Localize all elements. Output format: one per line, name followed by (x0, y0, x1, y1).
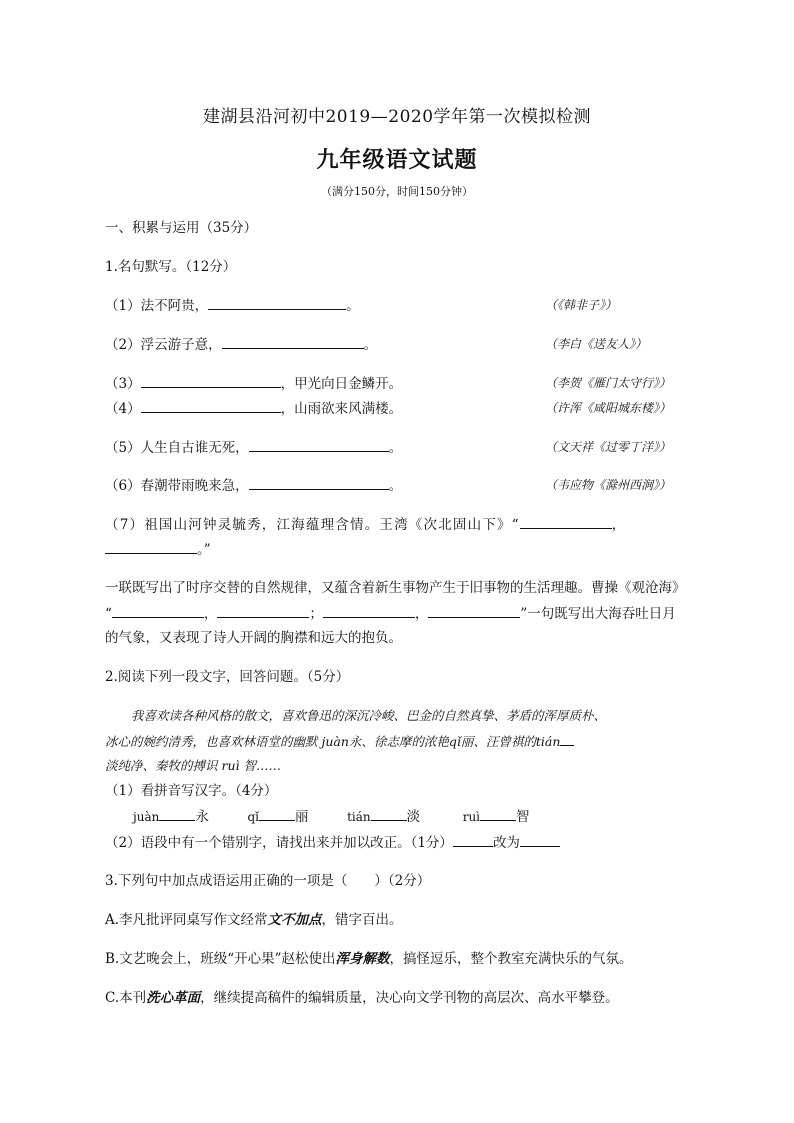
answer-blank[interactable] (249, 438, 389, 452)
answer-blank[interactable] (222, 335, 364, 349)
emphasized-idiom: 浑身解数 (335, 951, 390, 967)
q2-passage-line2: 冰心的婉约清秀，也喜欢林语堂的幽默 juàn永、徐志摩的浓艳qǐ丽、汪曾祺的tián (105, 732, 690, 751)
q3-option-c: C.本刊洗心革面，继续提高稿件的编辑质量，决心向文学刊物的高层次、高水平攀登。 (105, 990, 619, 1006)
source-citation: （《韩非子》） (545, 298, 618, 312)
q1-item-7-line5: 的气象，又表现了诗人开阔的胸襟和远大的抱负。 (105, 630, 402, 646)
answer-blank[interactable] (141, 399, 281, 413)
answer-blank[interactable] (141, 374, 281, 388)
q2-passage-line3: 淡纯净、秦牧的搏识 ruì 智…… (105, 758, 281, 773)
answer-blank[interactable] (371, 807, 407, 821)
answer-blank[interactable] (208, 296, 346, 310)
q1-item-3: （3） ，甲光向日金鳞开。 （李贺《雁门太守行》） (105, 376, 672, 392)
answer-blank[interactable] (453, 833, 493, 847)
source-citation: （文天祥《过零丁洋》） (545, 440, 672, 454)
emphasized-idiom: 文不加点 (267, 912, 322, 928)
answer-blank[interactable] (428, 604, 520, 618)
q1-item-7-line2: 。” (105, 540, 690, 559)
q2-sub2: （2）语段中有一个错别字，请找出来并加以改正。（1分） 改为 (105, 833, 690, 852)
answer-blank[interactable] (480, 807, 516, 821)
answer-blank[interactable] (520, 515, 612, 529)
source-citation: （李贺《雁门太守行》） (545, 376, 672, 390)
answer-blank[interactable] (323, 604, 415, 618)
question-3-title: 3.下列句中加点成语运用正确的一项是（ ）（2分） (105, 873, 431, 889)
answer-blank[interactable] (159, 807, 195, 821)
source-citation: （许浑《咸阳城东楼》） (545, 401, 672, 415)
q2-passage-line1: 我喜欢读各种风格的散文，喜欢鲁迅的深沉冷峻、巴金的自然真挚、茅盾的浑厚质朴、 (131, 708, 607, 723)
exam-title: 九年级语文试题 (316, 147, 478, 173)
q1-item-7-line4: “ ， ； ， ”一句既写出大海吞吐日月 (105, 606, 676, 622)
answer-blank[interactable] (520, 833, 560, 847)
answer-blank[interactable] (259, 807, 295, 821)
q1-item-6: （6）春潮带雨晚来急， 。 （韦应物《滁州西涧》） (105, 478, 672, 494)
q2-sub1: （1）看拼音写汉字。（4分） (105, 783, 278, 799)
q1-item-7-line3: 一联既写出了时序交替的自然规律，又蕴含着新生事物产生于旧事物的生活理趣。曹操《观沧海》 (105, 580, 686, 596)
q3-option-a: A.李凡批评同桌写作文经常文不加点，错字百出。 (105, 912, 403, 928)
q1-item-7-line1: （7）祖国山河钟灵毓秀，江海蕴理含情。王湾《次北固山下》“ ， (105, 517, 627, 533)
q1-item-4: （4） ，山雨欲来风满楼。 （许浑《咸阳城东楼》） (105, 401, 672, 417)
q3-option-b: B.文艺晚会上，班级“开心果”赵松使出浑身解数，搞怪逗乐，整个教室充满快乐的气氛。 (105, 951, 633, 967)
question-1-title: 1.名句默写。（12分） (105, 259, 237, 275)
source-citation: （韦应物《滁州西涧》） (545, 478, 672, 492)
answer-blank[interactable] (560, 732, 574, 746)
answer-blank[interactable] (249, 476, 389, 490)
answer-blank[interactable] (217, 604, 309, 618)
q1-item-1: （1）法不阿贵， 。 （《韩非子》） (105, 298, 618, 314)
q2-pinyin-row: juàn 永 qǐ 丽 tián 淡 ruì 智 (133, 809, 530, 825)
section-heading: 一、积累与运用（35分） (105, 220, 258, 236)
answer-blank[interactable] (105, 540, 197, 554)
emphasized-idiom: 洗心革面 (146, 990, 201, 1006)
answer-blank[interactable] (112, 604, 204, 618)
q1-item-2: （2）浮云游子意， 。 （李白《送友人》） (105, 337, 648, 353)
exam-note: （满分150分，时间150分钟） (321, 185, 473, 198)
source-citation: （李白《送友人》） (545, 337, 648, 351)
school-title: 建湖县沿河初中2019—2020学年第一次模拟检测 (202, 107, 592, 127)
q1-item-5: （5）人生自古谁无死， 。 （文天祥《过零丁洋》） (105, 440, 672, 456)
question-2-title: 2.阅读下列一段文字，回答问题。（5分） (105, 669, 350, 685)
